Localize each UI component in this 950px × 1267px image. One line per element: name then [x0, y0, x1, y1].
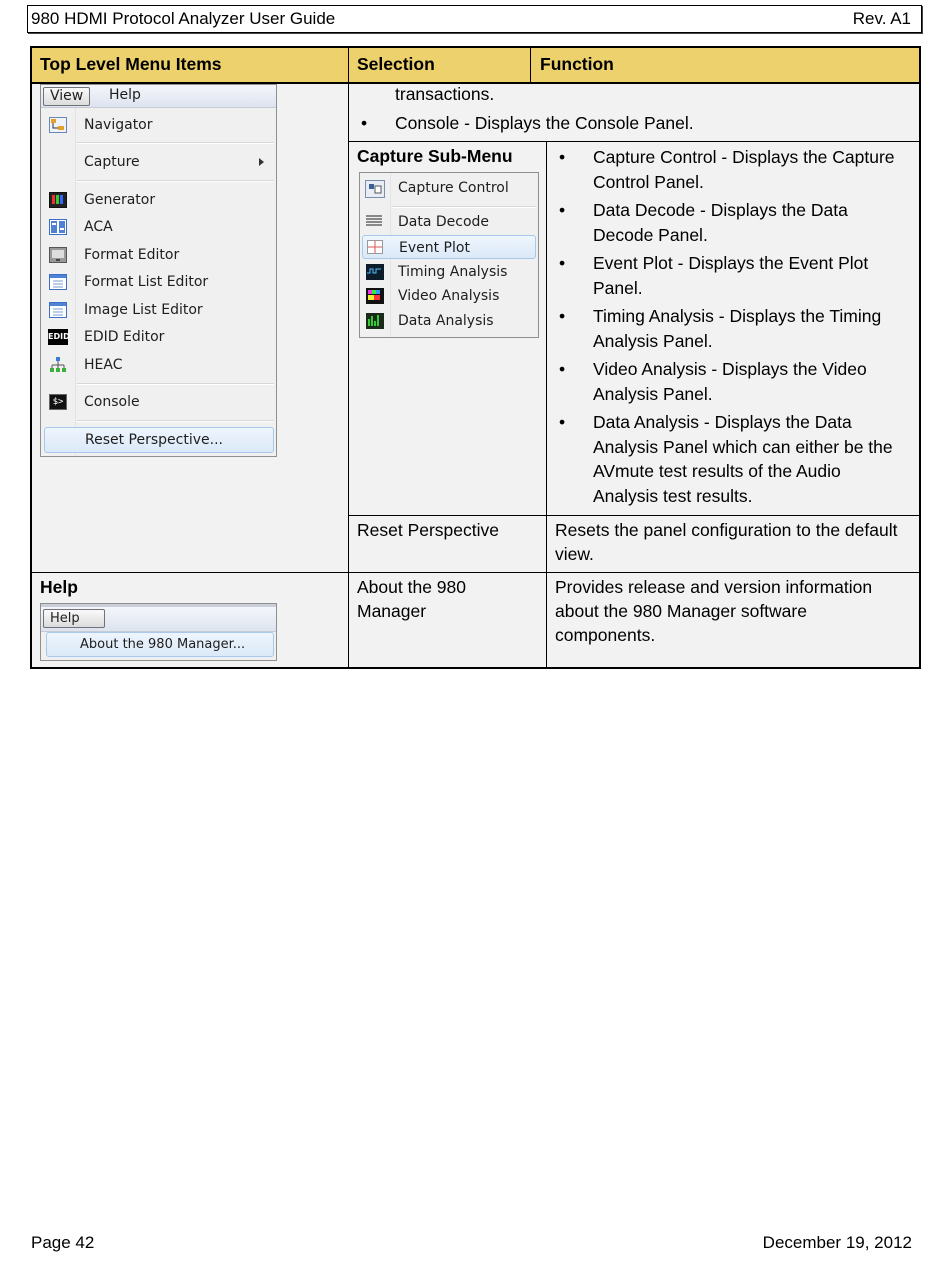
header-divider — [348, 48, 349, 82]
network-icon — [49, 357, 67, 373]
menu-item-reset-perspective[interactable]: Reset Perspective... — [44, 427, 274, 453]
menubar — [41, 85, 276, 108]
menu-item-format-editor[interactable]: Format Editor — [41, 243, 276, 267]
menu-item-about[interactable]: About the 980 Manager... — [46, 632, 274, 657]
generator-icon — [49, 192, 67, 208]
monitor-icon — [49, 247, 67, 263]
menu-item-capture[interactable]: Capture — [41, 150, 276, 174]
column-divider — [348, 84, 349, 669]
about-selection: About the 980 Manager — [357, 577, 466, 621]
menu-item-data-analysis[interactable]: Data Analysis — [360, 309, 538, 333]
bullet-item: • Console - Displays the Console Panel. — [357, 111, 897, 136]
data-decode-icon — [366, 214, 384, 230]
page-header — [27, 5, 922, 33]
menu-item-event-plot[interactable]: Event Plot — [362, 235, 536, 259]
menu-separator — [392, 206, 536, 208]
menu-item-console[interactable]: $> Console — [41, 390, 276, 414]
video-analysis-icon — [366, 288, 384, 304]
data-analysis-icon — [366, 313, 384, 329]
menu-item-heac[interactable]: HEAC — [41, 353, 276, 377]
timing-analysis-icon — [366, 264, 384, 280]
row-divider — [348, 515, 919, 516]
col-header-selection: Selection — [357, 54, 435, 74]
menubar — [41, 604, 276, 632]
menu-item-image-list-editor[interactable]: Image List Editor — [41, 298, 276, 322]
menubar-help[interactable]: Help — [43, 609, 105, 628]
capture-control-icon — [365, 180, 383, 196]
bullet-item: • Timing Analysis - Displays the Timing Analysis Panel. — [555, 304, 905, 353]
edid-icon: EDID — [48, 329, 68, 345]
menu-item-capture-control[interactable]: Capture Control — [360, 176, 538, 200]
aca-icon — [49, 219, 67, 235]
col-header-function: Function — [540, 54, 614, 74]
menu-separator — [77, 383, 274, 385]
event-plot-icon — [367, 240, 385, 256]
table-header-row — [32, 48, 919, 84]
menu-separator — [77, 180, 274, 182]
menu-item-aca[interactable]: ACA — [41, 215, 276, 239]
menu-item-edid-editor[interactable]: EDID EDID Editor — [48, 329, 165, 345]
submenu-arrow-icon — [259, 158, 264, 166]
document-date: December 19, 2012 — [762, 1233, 912, 1252]
capture-submenu-screenshot — [359, 172, 539, 338]
bullet-item: • Event Plot - Displays the Event Plot Panel. — [555, 251, 905, 300]
menubar-view[interactable]: View — [43, 87, 90, 106]
reset-perspective-selection: Reset Perspective — [357, 520, 500, 540]
page-number: Page 42 — [31, 1233, 95, 1252]
bullet-item: • Video Analysis - Displays the Video Analysis Panel. — [555, 357, 905, 406]
bullet-item: • Data Decode - Displays the Data Decode Panel. — [555, 198, 905, 247]
bullet-item: • Data Analysis - Displays the Data Analysis Panel which can either be the AVmute test results of the Audio Analysis test results. — [555, 410, 905, 508]
continued-bullet-list — [357, 111, 897, 140]
document-title: 980 HDMI Protocol Analyzer User Guide — [31, 9, 336, 28]
list-icon — [49, 274, 67, 290]
menu-item-data-decode[interactable]: Data Decode — [360, 210, 538, 234]
continued-text: transactions. — [395, 84, 495, 104]
revision-label: Rev. A1 — [852, 9, 911, 28]
row-divider — [32, 572, 919, 573]
menu-item-format-list-editor[interactable]: Format List Editor — [41, 270, 276, 294]
column-divider — [546, 141, 547, 669]
menu-item-navigator[interactable]: Navigator — [41, 113, 276, 137]
menubar-help[interactable]: Help — [109, 87, 141, 103]
help-menu-screenshot — [40, 603, 277, 661]
console-icon: $> — [49, 394, 67, 410]
about-function: Provides release and version information about the 980 Manager software components. — [555, 577, 873, 645]
col-header-top-level: Top Level Menu Items — [40, 54, 222, 74]
list-icon — [49, 302, 67, 318]
capture-submenu-label: Capture Sub-Menu — [357, 146, 513, 166]
menu-item-timing-analysis[interactable]: Timing Analysis — [360, 260, 538, 284]
row-divider — [348, 141, 919, 142]
reset-perspective-function: Resets the panel configuration to the default view. — [555, 520, 898, 564]
menu-item-video-analysis[interactable]: Video Analysis — [360, 284, 538, 308]
menu-separator — [77, 142, 274, 144]
navigator-icon — [49, 117, 67, 133]
header-divider — [530, 48, 531, 82]
help-label: Help — [40, 577, 78, 597]
menu-item-generator[interactable]: Generator — [41, 188, 276, 212]
menu-separator — [77, 420, 274, 422]
capture-bullet-list — [555, 145, 905, 512]
view-menu-screenshot — [40, 84, 277, 457]
bullet-item: • Capture Control - Displays the Capture Control Panel. — [555, 145, 905, 194]
